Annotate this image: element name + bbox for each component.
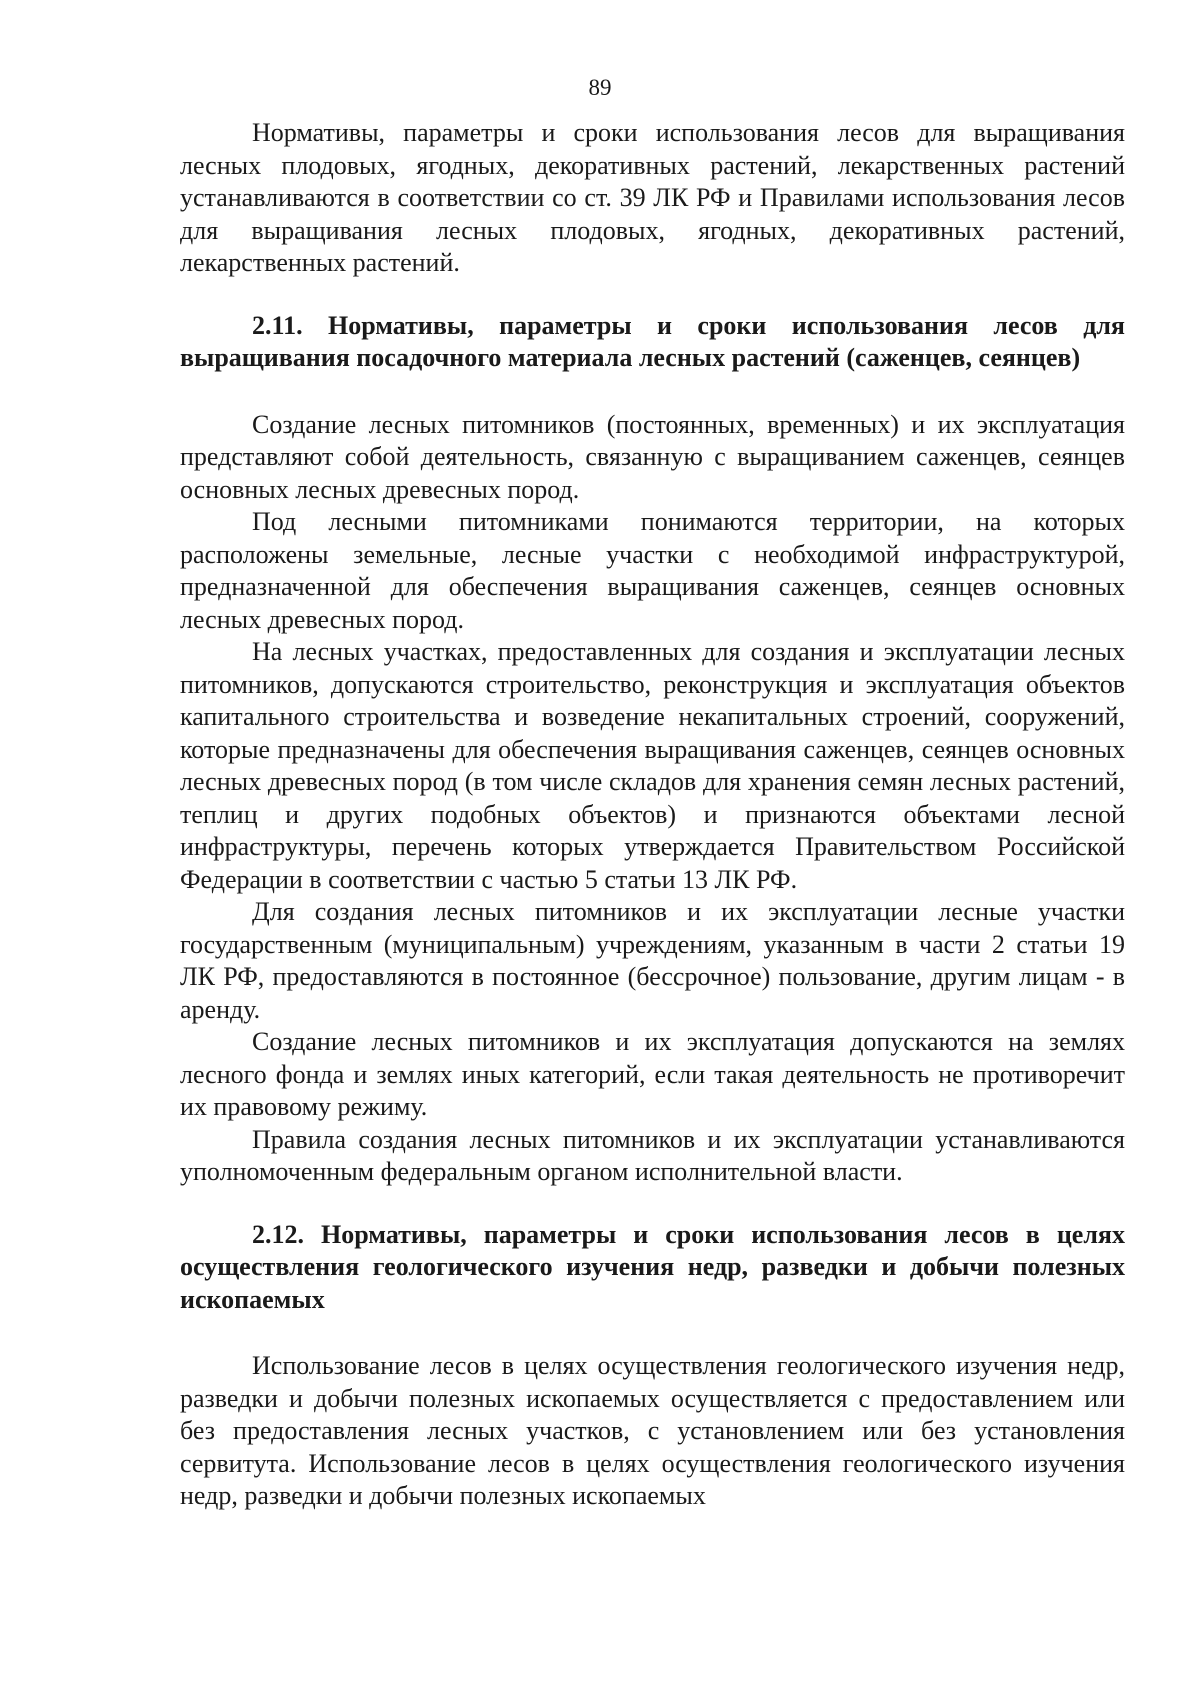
section-2-11-paragraph-5: Создание лесных питомников и их эксплуатация допускаются на землях лесного фонда и землях иных категорий, если такая деятельность не противоречит их правовому режиму. (180, 1027, 1125, 1121)
section-2-11-paragraph-4: Для создания лесных питомников и их эксплуатации лесные участки государственным (муниципальным) учреждениям, указанным в части 2 статьи 19 ЛК РФ, предоставляются в постоянное (бессрочное) пользование, другим лицам - в аренду. (180, 897, 1125, 1024)
intro-paragraph: Нормативы, параметры и сроки использования лесов для выращивания лесных плодовых, ягодных, декоративных растений, лекарственных растений устанавливаются в соответствии со ст. 39 ЛК РФ и Правилами использования лесов для выращивания лесных плодовых, ягодных, декоративных растений, лекарственных растений. (180, 118, 1125, 277)
section-2-11-heading: 2.11. Нормативы, параметры и сроки использования лесов для выращивания посадочного материала лесных растений (саженцев, сеянцев) (180, 310, 1125, 372)
section-2-11-paragraph-1: Создание лесных питомников (постоянных, временных) и их эксплуатация представляют собой деятельность, связанную с выращиванием саженцев, сеянцев основных лесных древесных пород. (180, 409, 1125, 504)
section-2-11-paragraph-6: Правила создания лесных питомников и их эксплуатации устанавливаются уполномоченным федеральным органом исполнительной власти. (180, 1124, 1125, 1186)
page-number: 89 (588, 75, 612, 100)
section-2-11-paragraph-3: На лесных участках, предоставленных для создания и эксплуатации лесных питомников, допускаются строительство, реконструкция и эксплуатация объектов капитального строительства и возведение некапитальных строений, сооружений, которые предназначены для обеспечения выращивания саженцев, сеянцев основных лесных древесных пород (в том числе складов для хранения семян лесных растений, теплиц и других подобных объектов) и признаются объектами лесной инфраструктуры, перечень которых утверждается Правительством Российской Федерации в соответствии с частью 5 статьи 13 ЛК РФ. (180, 637, 1125, 894)
section-2-12-paragraph-1: Использование лесов в целях осуществления геологического изучения недр, разведки и добычи полезных ископаемых осуществляется с предоставлением или без предоставления лесных участков, с установлением или без установления сервитута. Использование лесов в целях осуществления геологического изучения недр, разведки и добычи полезных ископаемых (180, 1351, 1125, 1510)
section-2-11-body (180, 409, 1125, 1189)
section-2-11-paragraph-2: Под лесными питомниками понимаются территории, на которых расположены земельные, лесные участки с необходимой инфраструктурой, предназначенной для обеспечения выращивания саженцев, сеянцев основных лесных древесных пород. (180, 507, 1125, 634)
section-2-12-heading: 2.12. Нормативы, параметры и сроки использования лесов в целях осуществления геологического изучения недр, разведки и добычи полезных ископаемых (180, 1219, 1125, 1314)
section-2-12-body (180, 1350, 1125, 1513)
page-content (180, 117, 1125, 1513)
